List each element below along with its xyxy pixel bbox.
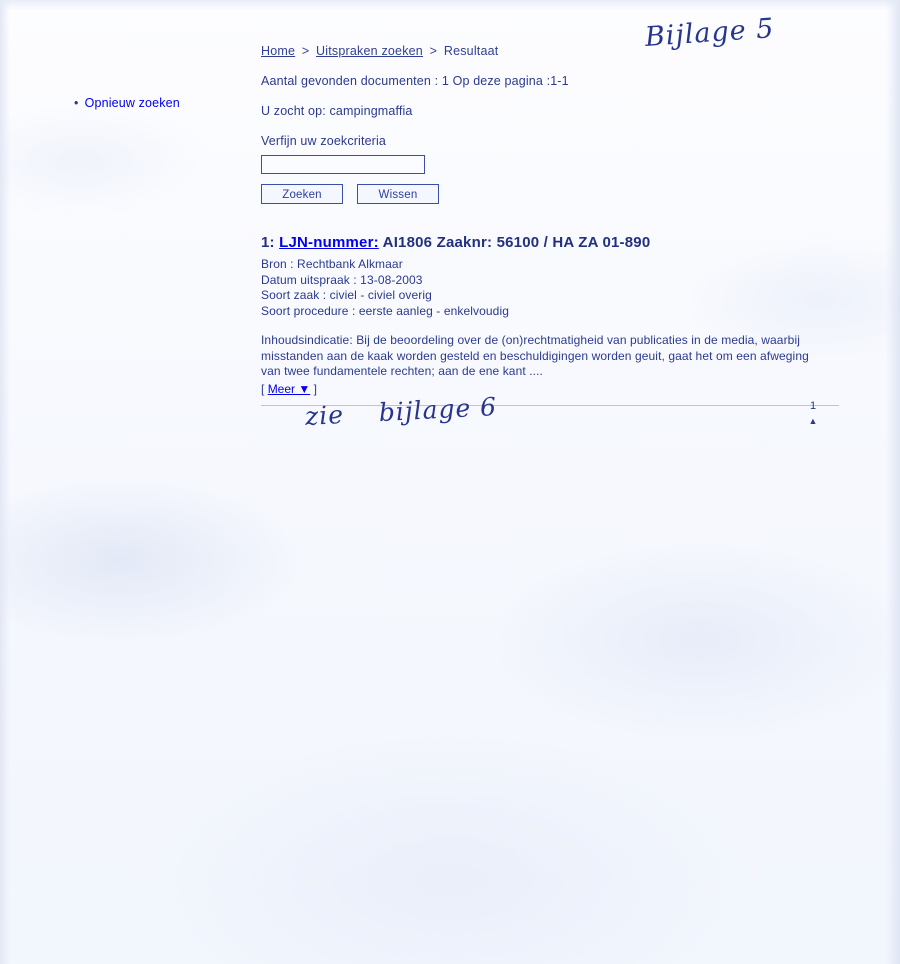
scan-edge-right — [886, 0, 900, 964]
breadcrumb-link-home[interactable]: Home — [261, 44, 296, 58]
scan-edge-top — [0, 0, 900, 10]
result-ljn-link[interactable]: LJN-nummer: — [279, 234, 379, 251]
scan-edge-left — [0, 0, 10, 964]
breadcrumb-current: Resultaat — [443, 44, 499, 58]
search-reset-button[interactable]: Wissen — [357, 184, 439, 204]
breadcrumb — [261, 44, 841, 58]
result-zaaknr-value: 56100 / HA ZA 01-890 — [496, 234, 651, 251]
result-meta-bron: Bron : Rechtbank Alkmaar — [261, 257, 403, 271]
query-line: U zocht op: campingmaffia — [261, 104, 413, 118]
result-meta — [261, 257, 841, 319]
search-input[interactable] — [261, 155, 425, 174]
page-content — [261, 44, 841, 406]
result-zaaknr-label: Zaaknr: — [436, 234, 493, 251]
result-abstract: Inhoudsindicatie: Bij de beoordeling over de (on)rechtmatigheid van publicaties in de media, waarbij misstanden aan de kaak worden gesteld en beschuldigingen worden geuit, gaat het om een afweging van twee fundamentele rechten; aan de ene kant .... — [261, 333, 809, 378]
result-title — [261, 234, 841, 251]
result-ljn-value: AI1806 — [382, 234, 433, 251]
handwritten-word-zie: zie — [304, 399, 345, 431]
page-number: 1 — [809, 400, 817, 412]
breadcrumb-link-uitspraken-zoeken[interactable]: Uitspraken zoeken — [316, 44, 423, 58]
back-to-top-icon[interactable]: ▲ — [808, 416, 818, 426]
result-meta-soort-zaak: Soort zaak : civiel - civiel overig — [261, 288, 432, 302]
more-bracket-open: [ — [261, 381, 265, 396]
result-meta-soort-procedure: Soort procedure : eerste aanleg - enkelvoudig — [261, 303, 509, 318]
more-bracket-close: ] — [313, 381, 317, 396]
breadcrumb-separator: > — [301, 44, 310, 58]
result-meta-datum: Datum uitspraak : 13-08-2003 — [261, 272, 423, 287]
bullet-icon: • — [74, 96, 79, 110]
result-more — [261, 382, 841, 396]
result-count-line: Aantal gevonden documenten : 1 Op deze pagina :1-1 — [261, 74, 569, 88]
breadcrumb-separator-2: > — [429, 44, 438, 58]
sidebar-item-opnieuw-zoeken[interactable]: Opnieuw zoeken — [84, 96, 180, 110]
side-nav — [74, 96, 180, 110]
result-more-link[interactable]: Meer ▼ — [267, 381, 311, 396]
result-item — [261, 234, 841, 406]
form-button-row — [261, 184, 841, 204]
refine-label: Verfijn uw zoekcriteria — [261, 134, 387, 148]
search-submit-button[interactable]: Zoeken — [261, 184, 343, 204]
result-index: 1: — [261, 234, 275, 251]
handwritten-annotation-top: Bijlage 5 — [643, 12, 776, 53]
handwritten-word-bijlage: bijlage 6 — [378, 391, 498, 428]
